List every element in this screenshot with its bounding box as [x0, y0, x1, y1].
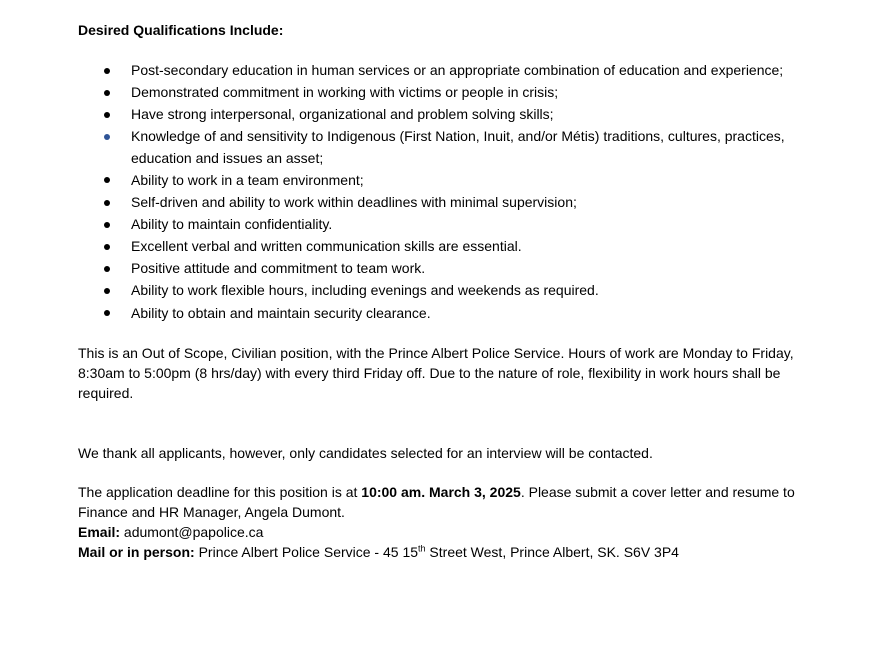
mail-address-suffix: Street West, Prince Albert, SK. S6V 3P4: [425, 543, 679, 560]
list-item: [78, 60, 808, 82]
list-item: [78, 192, 808, 214]
list-item-text: Positive attitude and commitment to team work.: [131, 260, 426, 277]
bullet-icon: [104, 68, 110, 74]
bullet-icon: [104, 200, 110, 206]
bullet-icon: [104, 90, 110, 96]
bullet-icon: [104, 266, 110, 272]
list-item-text: Ability to work flexible hours, including evenings and weekends as required.: [131, 282, 599, 299]
list-item: [78, 126, 808, 169]
list-item-text: Post-secondary education in human services or an appropriate combination of education and experience;: [131, 62, 784, 78]
deadline-prefix: The application deadline for this position is at: [78, 484, 362, 501]
list-item-text: Ability to maintain confidentiality.: [131, 216, 333, 233]
bullet-icon: [104, 244, 110, 250]
list-item-text: Ability to obtain and maintain security clearance.: [131, 304, 431, 321]
mail-line: [78, 543, 808, 563]
mail-address-sup: th: [418, 543, 426, 554]
bullet-icon: [104, 310, 110, 316]
list-item: [78, 303, 808, 325]
list-item: [78, 236, 808, 258]
scope-paragraph: This is an Out of Scope, Civilian position, with the Prince Albert Police Service. Hours of work are Monday to Friday, 8:30am to 5:00pm (8 hrs/day) with every third Friday off. Due to the nature of role, flexibility in work hours shall be required.: [78, 345, 794, 401]
bullet-icon: [104, 177, 110, 183]
list-item-text: Have strong interpersonal, organizational and problem solving skills;: [131, 106, 554, 123]
list-item-text: Self-driven and ability to work within deadlines with minimal supervision;: [131, 194, 577, 211]
document: [78, 20, 808, 563]
list-item: [78, 82, 808, 104]
deadline-date: 10:00 am. March 3, 2025: [361, 484, 521, 501]
deadline-paragraph: [78, 483, 808, 523]
deadline-suffix: . Please submit a cover letter and resume to Finance and HR Manager, Angela Dumont.: [78, 484, 795, 521]
bullet-icon: [104, 134, 110, 140]
mail-label: Mail or in person:: [78, 543, 195, 560]
qualifications-heading: Desired Qualifications Include:: [78, 22, 284, 38]
mail-address-prefix: Prince Albert Police Service - 45 15: [194, 543, 419, 560]
bullet-icon: [104, 288, 110, 294]
thanks-paragraph: We thank all applicants, however, only candidates selected for an interview will be contacted.: [78, 444, 653, 461]
list-item: [78, 258, 808, 280]
list-item: [78, 280, 808, 302]
list-item: [78, 214, 808, 236]
email-label: Email:: [78, 523, 121, 540]
list-item: [78, 104, 808, 126]
bullet-icon: [104, 222, 110, 228]
list-item-text: Excellent verbal and written communication skills are essential.: [131, 238, 522, 255]
email-line: [78, 523, 808, 543]
list-item: [78, 170, 808, 192]
qualifications-list: [78, 60, 808, 324]
list-item-text: Demonstrated commitment in working with victims or people in crisis;: [131, 84, 559, 101]
list-item-text: Knowledge of and sensitivity to Indigenous (First Nation, Inuit, and/or Métis) traditions, cultures, practices, education and issues an asset;: [131, 128, 785, 166]
bullet-icon: [104, 112, 110, 118]
email-address: adumont@papolice.ca: [120, 523, 264, 540]
list-item-text: Ability to work in a team environment;: [131, 171, 364, 188]
